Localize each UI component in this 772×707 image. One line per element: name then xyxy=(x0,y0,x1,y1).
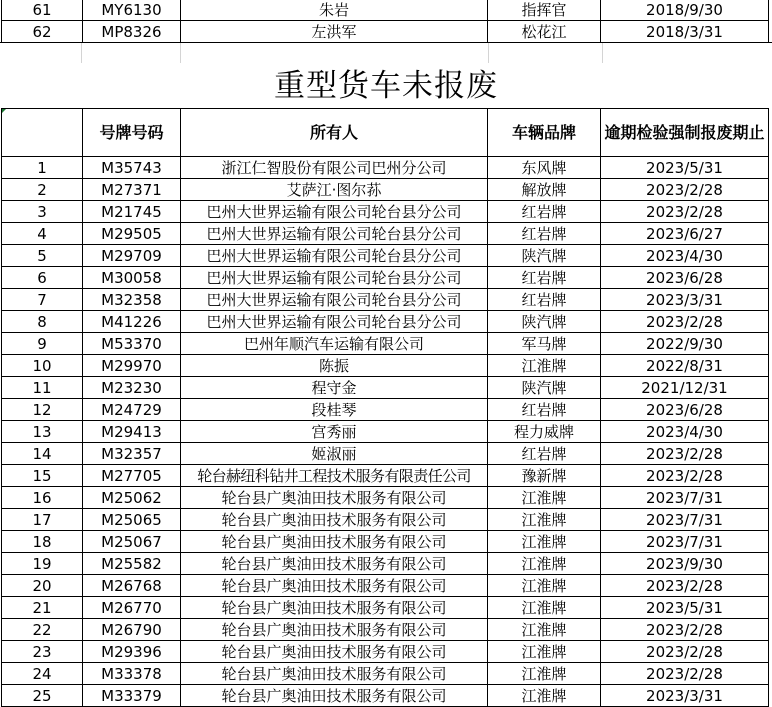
cell-deadline[interactable]: 2023/2/28 xyxy=(601,443,769,465)
cell-owner[interactable]: 巴州大世界运输有限公司轮台县分公司 xyxy=(181,289,488,311)
cell-no[interactable]: 14 xyxy=(2,443,83,465)
cell-deadline[interactable]: 2023/2/28 xyxy=(601,663,769,685)
cell-brand[interactable]: 江淮牌 xyxy=(488,553,601,575)
cell-no[interactable]: 7 xyxy=(2,289,83,311)
cell-plate[interactable]: M25062 xyxy=(83,487,181,509)
cell-owner[interactable]: 轮台县广奥油田技术服务有限公司 xyxy=(181,553,488,575)
cell-plate[interactable]: M53370 xyxy=(83,333,181,355)
grid-line xyxy=(488,43,489,63)
cell-no[interactable]: 4 xyxy=(2,223,83,245)
cell-plate[interactable]: M29413 xyxy=(83,421,181,443)
header-plate: 号牌号码 xyxy=(83,109,181,157)
cell-brand[interactable]: 红岩牌 xyxy=(488,267,601,289)
cell-deadline[interactable]: 2023/4/30 xyxy=(601,421,769,443)
table-row xyxy=(2,21,769,43)
cell-owner[interactable]: 轮台县广奥油田技术服务有限公司 xyxy=(181,575,488,597)
table-row xyxy=(2,201,769,223)
cell-owner[interactable]: 陈振 xyxy=(181,355,488,377)
cell-deadline[interactable]: 2023/3/31 xyxy=(601,685,769,707)
cell-no[interactable]: 25 xyxy=(2,685,83,707)
table-row xyxy=(2,421,769,443)
cell-owner[interactable]: 巴州年顺汽车运输有限公司 xyxy=(181,333,488,355)
table-row xyxy=(2,641,769,663)
cell-no[interactable]: 61 xyxy=(2,0,83,21)
table-row xyxy=(2,399,769,421)
cell-no[interactable]: 12 xyxy=(2,399,83,421)
cell-owner[interactable]: 巴州大世界运输有限公司轮台县分公司 xyxy=(181,201,488,223)
cell-owner[interactable]: 轮台县广奥油田技术服务有限公司 xyxy=(181,531,488,553)
cell-owner[interactable]: 轮台县广奥油田技术服务有限公司 xyxy=(181,685,488,707)
cell-brand[interactable]: 江淮牌 xyxy=(488,641,601,663)
previous-section-table xyxy=(1,0,769,43)
cell-plate[interactable]: M35743 xyxy=(83,157,181,179)
cell-owner[interactable]: 轮台县广奥油田技术服务有限公司 xyxy=(181,597,488,619)
header-deadline: 逾期检验强制报废期止 xyxy=(601,109,769,157)
cell-plate[interactable]: M25067 xyxy=(83,531,181,553)
table-row xyxy=(2,267,769,289)
table-row xyxy=(2,443,769,465)
table-row xyxy=(2,619,769,641)
table-row xyxy=(2,553,769,575)
cell-plate[interactable]: M32357 xyxy=(83,443,181,465)
cell-plate[interactable]: M29709 xyxy=(83,245,181,267)
cell-plate[interactable]: M26790 xyxy=(83,619,181,641)
table-row xyxy=(2,0,769,21)
cell-no[interactable]: 15 xyxy=(2,465,83,487)
cell-owner[interactable]: 程守金 xyxy=(181,377,488,399)
scrap-vehicle-body xyxy=(2,109,769,707)
cell-brand[interactable]: 程力威牌 xyxy=(488,421,601,443)
cell-brand[interactable]: 江淮牌 xyxy=(488,355,601,377)
cell-plate[interactable]: M25582 xyxy=(83,553,181,575)
cell-no[interactable]: 16 xyxy=(2,487,83,509)
cell-brand[interactable]: 江淮牌 xyxy=(488,575,601,597)
cell-no[interactable]: 8 xyxy=(2,311,83,333)
cell-no[interactable]: 3 xyxy=(2,201,83,223)
cell-brand[interactable]: 豫新牌 xyxy=(488,465,601,487)
cell-brand[interactable]: 红岩牌 xyxy=(488,201,601,223)
cell-no[interactable]: 9 xyxy=(2,333,83,355)
cell-deadline[interactable]: 2023/2/28 xyxy=(601,465,769,487)
table-row xyxy=(2,531,769,553)
cell-owner[interactable]: 浙江仁智股份有限公司巴州分公司 xyxy=(181,157,488,179)
cell-plate[interactable]: M24729 xyxy=(83,399,181,421)
cell-no[interactable]: 22 xyxy=(2,619,83,641)
table-row xyxy=(2,685,769,707)
cell-brand[interactable]: 指挥官 xyxy=(488,0,601,21)
cell-deadline[interactable]: 2023/2/28 xyxy=(601,179,769,201)
table-row xyxy=(2,597,769,619)
cell-owner[interactable]: 艾萨江·图尔荪 xyxy=(181,179,488,201)
cell-no[interactable]: 19 xyxy=(2,553,83,575)
scrap-vehicle-table xyxy=(1,108,769,707)
cell-deadline[interactable]: 2023/2/28 xyxy=(601,641,769,663)
cell-no[interactable]: 23 xyxy=(2,641,83,663)
cell-no[interactable]: 62 xyxy=(2,21,83,43)
cell-brand[interactable]: 军马牌 xyxy=(488,333,601,355)
cell-brand[interactable]: 陕汽牌 xyxy=(488,377,601,399)
cell-plate[interactable]: M41226 xyxy=(83,311,181,333)
cell-no[interactable]: 5 xyxy=(2,245,83,267)
cell-brand[interactable]: 江淮牌 xyxy=(488,685,601,707)
cell-owner[interactable]: 宫秀丽 xyxy=(181,421,488,443)
cell-plate[interactable]: M27371 xyxy=(83,179,181,201)
cell-owner[interactable]: 姬淑丽 xyxy=(181,443,488,465)
cell-deadline[interactable]: 2023/2/28 xyxy=(601,575,769,597)
cell-no[interactable]: 2 xyxy=(2,179,83,201)
table-row xyxy=(2,663,769,685)
cell-brand[interactable]: 松花江 xyxy=(488,21,601,43)
section-title: 重型货车未报废 xyxy=(274,68,498,104)
cell-deadline[interactable]: 2022/9/30 xyxy=(601,333,769,355)
cell-owner[interactable]: 巴州大世界运输有限公司轮台县分公司 xyxy=(181,311,488,333)
cell-plate[interactable]: M26768 xyxy=(83,575,181,597)
cell-owner[interactable]: 段桂琴 xyxy=(181,399,488,421)
cell-plate[interactable]: M30058 xyxy=(83,267,181,289)
cell-brand[interactable]: 江淮牌 xyxy=(488,531,601,553)
cell-deadline[interactable]: 2023/7/31 xyxy=(601,487,769,509)
cell-brand[interactable]: 江淮牌 xyxy=(488,487,601,509)
header-index xyxy=(2,109,83,157)
table-row xyxy=(2,311,769,333)
cell-no[interactable]: 6 xyxy=(2,267,83,289)
cell-deadline[interactable]: 2023/6/27 xyxy=(601,223,769,245)
cell-deadline[interactable]: 2023/5/31 xyxy=(601,157,769,179)
cell-brand[interactable]: 江淮牌 xyxy=(488,619,601,641)
cell-deadline[interactable]: 2018/3/31 xyxy=(601,21,769,43)
cell-plate[interactable]: MY6130 xyxy=(83,0,181,21)
table-row xyxy=(2,289,769,311)
cell-brand[interactable]: 陕汽牌 xyxy=(488,245,601,267)
table-row xyxy=(2,465,769,487)
cell-deadline[interactable]: 2023/7/31 xyxy=(601,531,769,553)
cell-brand[interactable]: 东风牌 xyxy=(488,157,601,179)
cell-owner[interactable]: 巴州大世界运输有限公司轮台县分公司 xyxy=(181,223,488,245)
cell-owner[interactable]: 左洪军 xyxy=(181,21,488,43)
cell-brand[interactable]: 红岩牌 xyxy=(488,399,601,421)
cell-deadline[interactable]: 2023/3/31 xyxy=(601,289,769,311)
cell-plate[interactable]: M27705 xyxy=(83,465,181,487)
cell-plate[interactable]: M29970 xyxy=(83,355,181,377)
cell-plate[interactable]: M21745 xyxy=(83,201,181,223)
cell-owner[interactable]: 轮台赫纽科钻井工程技术服务有限责任公司 xyxy=(181,465,488,487)
cell-plate[interactable]: M23230 xyxy=(83,377,181,399)
header-owner: 所有人 xyxy=(181,109,488,157)
cell-deadline[interactable]: 2023/5/31 xyxy=(601,597,769,619)
cell-brand[interactable]: 红岩牌 xyxy=(488,223,601,245)
cell-no[interactable]: 17 xyxy=(2,509,83,531)
cell-plate[interactable]: M29505 xyxy=(83,223,181,245)
cell-plate[interactable]: MP8326 xyxy=(83,21,181,43)
cell-owner[interactable]: 朱岩 xyxy=(181,0,488,21)
grid-line xyxy=(81,43,82,63)
cell-deadline[interactable]: 2023/2/28 xyxy=(601,619,769,641)
header-brand: 车辆品牌 xyxy=(488,109,601,157)
cell-brand[interactable]: 江淮牌 xyxy=(488,663,601,685)
table-row xyxy=(2,333,769,355)
table-row xyxy=(2,179,769,201)
cell-owner[interactable]: 轮台县广奥油田技术服务有限公司 xyxy=(181,663,488,685)
table-row xyxy=(2,157,769,179)
table-row xyxy=(2,245,769,267)
table-header-row xyxy=(2,109,769,157)
cell-owner[interactable]: 轮台县广奥油田技术服务有限公司 xyxy=(181,619,488,641)
cell-no[interactable]: 24 xyxy=(2,663,83,685)
cell-deadline[interactable]: 2023/4/30 xyxy=(601,245,769,267)
cell-owner[interactable]: 轮台县广奥油田技术服务有限公司 xyxy=(181,487,488,509)
table-row xyxy=(2,355,769,377)
cell-no[interactable]: 13 xyxy=(2,421,83,443)
cell-owner[interactable]: 轮台县广奥油田技术服务有限公司 xyxy=(181,509,488,531)
cell-brand[interactable]: 红岩牌 xyxy=(488,289,601,311)
cell-brand[interactable]: 陕汽牌 xyxy=(488,311,601,333)
previous-section-body xyxy=(2,0,769,43)
cell-owner[interactable]: 轮台县广奥油田技术服务有限公司 xyxy=(181,641,488,663)
cell-no[interactable]: 10 xyxy=(2,355,83,377)
cell-deadline[interactable]: 2023/6/28 xyxy=(601,267,769,289)
table-row xyxy=(2,575,769,597)
cell-plate[interactable]: M29396 xyxy=(83,641,181,663)
cell-deadline[interactable]: 2018/9/30 xyxy=(601,0,769,21)
cell-deadline[interactable]: 2023/7/31 xyxy=(601,509,769,531)
cell-deadline[interactable]: 2023/9/30 xyxy=(601,553,769,575)
cell-deadline[interactable]: 2021/12/31 xyxy=(601,377,769,399)
cell-deadline[interactable]: 2023/2/28 xyxy=(601,311,769,333)
cell-brand[interactable]: 江淮牌 xyxy=(488,597,601,619)
cell-deadline[interactable]: 2022/8/31 xyxy=(601,355,769,377)
grid-line xyxy=(602,43,603,63)
cell-brand[interactable]: 解放牌 xyxy=(488,179,601,201)
cell-plate[interactable]: M33379 xyxy=(83,685,181,707)
table-row xyxy=(2,509,769,531)
cell-no[interactable]: 18 xyxy=(2,531,83,553)
cell-no[interactable]: 20 xyxy=(2,575,83,597)
cell-plate[interactable]: M32358 xyxy=(83,289,181,311)
cell-plate[interactable]: M33378 xyxy=(83,663,181,685)
table-row xyxy=(2,377,769,399)
cell-plate[interactable]: M26770 xyxy=(83,597,181,619)
grid-line xyxy=(180,43,181,63)
cell-deadline[interactable]: 2023/6/28 xyxy=(601,399,769,421)
cell-owner[interactable]: 巴州大世界运输有限公司轮台县分公司 xyxy=(181,245,488,267)
cell-no[interactable]: 1 xyxy=(2,157,83,179)
cell-no[interactable]: 11 xyxy=(2,377,83,399)
table-row xyxy=(2,487,769,509)
cell-brand[interactable]: 江淮牌 xyxy=(488,509,601,531)
cell-no[interactable]: 21 xyxy=(2,597,83,619)
table-row xyxy=(2,223,769,245)
cell-deadline[interactable]: 2023/2/28 xyxy=(601,201,769,223)
cell-brand[interactable]: 红岩牌 xyxy=(488,443,601,465)
cell-owner[interactable]: 巴州大世界运输有限公司轮台县分公司 xyxy=(181,267,488,289)
cell-plate[interactable]: M25065 xyxy=(83,509,181,531)
